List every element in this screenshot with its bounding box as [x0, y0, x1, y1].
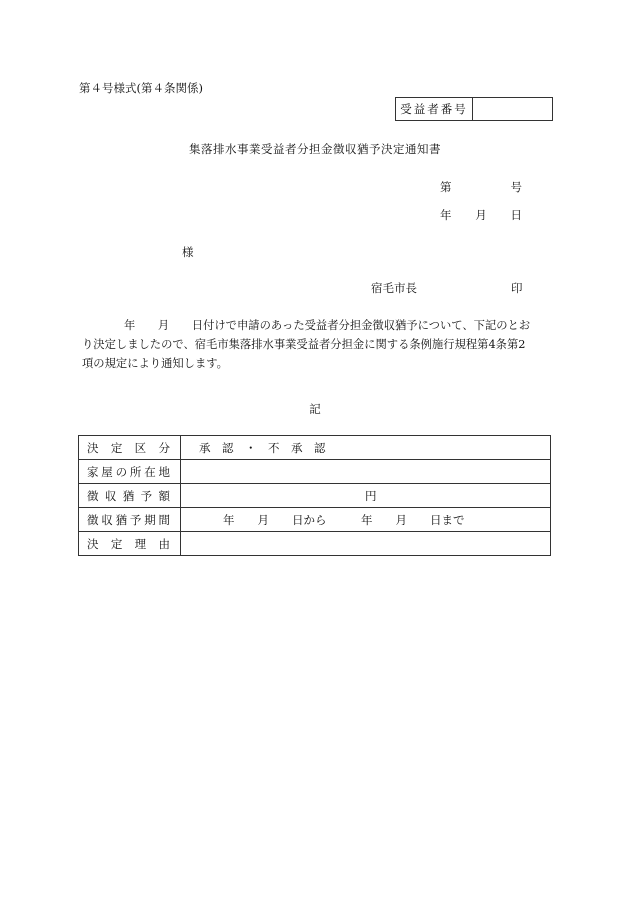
recipient-number-field[interactable]	[473, 98, 552, 120]
deferred-amount-value[interactable]	[181, 484, 551, 508]
doc-no-suffix: 号	[510, 180, 522, 194]
notice-body	[82, 316, 552, 373]
body-line-1: 年 月 日付けで申請のあった受益者分担金徴収猶予について、下記のとお	[124, 319, 531, 332]
date-month: 月	[475, 208, 487, 222]
deferred-amount-label: 徴 収 猶 予 額	[79, 484, 181, 508]
house-location-label: 家 屋 の 所 在 地	[79, 460, 181, 484]
deferral-period-value[interactable]	[181, 508, 551, 532]
ki-heading: 記	[309, 402, 321, 416]
form-number: 第４号様式(第４条関係)	[79, 81, 203, 95]
table-row	[79, 460, 551, 484]
table-row	[79, 508, 551, 532]
seal-mark: 印	[511, 281, 523, 295]
doc-no-prefix: 第	[440, 180, 452, 194]
deferral-period-label: 徴 収 猶 予 期 間	[79, 508, 181, 532]
date-day: 日	[510, 208, 522, 222]
yen-unit: 円	[365, 488, 377, 503]
decision-reason-label: 決 定 理 由	[79, 532, 181, 556]
table-row	[79, 532, 551, 556]
table-row	[79, 436, 551, 460]
decision-category-label: 決 定 区 分	[79, 436, 181, 460]
period-range: 年 月 日から 年 月 日まで	[223, 512, 465, 527]
document-title: 集落排水事業受益者分担金徴収猶予決定通知書	[189, 142, 441, 156]
table-row	[79, 484, 551, 508]
recipient-number-box	[395, 97, 553, 121]
approve-disapprove-options: 承 認 ・ 不 承 認	[199, 440, 326, 455]
house-location-value[interactable]	[181, 460, 551, 484]
decision-table	[78, 435, 551, 556]
sender-name: 宿毛市長	[371, 281, 417, 295]
decision-reason-value[interactable]	[181, 532, 551, 556]
date-year: 年	[440, 208, 452, 222]
body-line-2: り決定しましたので、宿毛市集落排水事業受益者分担金に関する条例施行規程第4条第2	[82, 338, 526, 351]
document-number	[440, 179, 522, 195]
decision-category-value[interactable]	[181, 436, 551, 460]
body-line-3: 項の規定により通知します。	[82, 357, 228, 370]
issue-date	[440, 207, 522, 223]
addressee-suffix: 様	[182, 245, 194, 259]
recipient-number-label: 受益者番号	[396, 98, 473, 120]
